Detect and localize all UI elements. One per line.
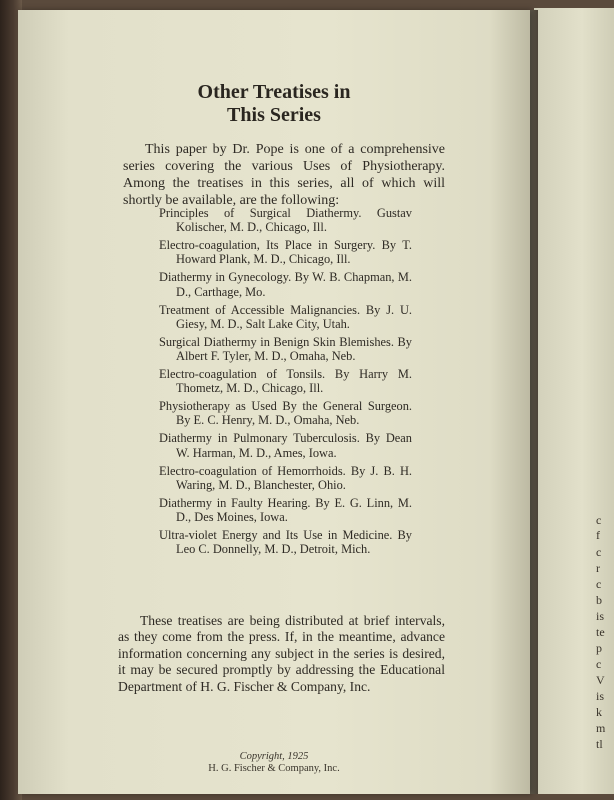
facing-page-letter: r <box>596 561 600 575</box>
facing-page-letter: is <box>596 609 605 623</box>
publisher-line: H. G. Fischer & Company, Inc. <box>208 763 340 774</box>
page-title-line-2: This Series <box>227 104 321 126</box>
page-content <box>18 10 530 794</box>
list-item: Diathermy in Gynecology. By W. B. Chapman, M. D., Carthage, Mo. <box>159 270 412 299</box>
treatise-list <box>159 206 412 560</box>
facing-page-letter: b <box>596 593 602 607</box>
list-item: Principles of Surgical Diathermy. Gustav Kolischer, M. D., Chicago, Ill. <box>159 206 412 235</box>
facing-page-letter: m <box>596 721 606 735</box>
facing-page-letter: is <box>596 689 605 703</box>
facing-page-letter: p <box>596 641 602 655</box>
list-item: Electro-coagulation, Its Place in Surgery. By T. Howard Plank, M. D., Chicago, Ill. <box>159 238 412 267</box>
list-item: Electro-coagulation of Hemorrhoids. By J. B. H. Waring, M. D., Blanchester, Ohio. <box>159 463 412 492</box>
closing-paragraph: These treatises are being distributed at brief intervals, as they come from the press. If, in the meantime, advance information concerning any subject in the series is desired, it may be secured promptly by addressing the Educational Department of H. G. Fischer & Company, Inc. <box>118 612 445 694</box>
list-item: Surgical Diathermy in Benign Skin Blemishes. By Albert F. Tyler, M. D., Omaha, Neb. <box>159 334 412 364</box>
list-item: Physiotherapy as Used By the General Surgeon. By E. C. Henry, M. D., Omaha, Neb. <box>159 399 412 428</box>
facing-page-letter: V <box>596 673 605 687</box>
facing-page-letter: c <box>596 657 602 671</box>
facing-page-letter: c <box>596 545 602 559</box>
facing-page-letter: k <box>596 705 602 719</box>
document-page <box>18 10 530 794</box>
intro-paragraph: This paper by Dr. Pope is one of a comprehensive series covering the various Uses of Physiotherapy. Among the treatises in this series, all of which will shortly be available, are the following: <box>123 142 445 208</box>
copyright-line: Copyright, 1925 <box>239 751 309 762</box>
facing-page-letter: f <box>596 528 600 542</box>
facing-page-letter: te <box>596 625 605 639</box>
facing-page-letter: tl <box>596 737 603 751</box>
facing-page-letter: c <box>596 513 602 527</box>
facing-page-letter: c <box>596 577 602 591</box>
list-item: Diathermy in Faulty Hearing. By E. G. Linn, M. D., Des Moines, Iowa. <box>159 495 412 524</box>
facing-page <box>534 8 614 794</box>
page-title-line-1: Other Treatises in <box>197 81 351 103</box>
list-item: Treatment of Accessible Malignancies. By J. U. Giesy, M. D., Salt Lake City, Utah. <box>159 302 412 331</box>
list-item: Ultra-violet Energy and Its Use in Medicine. By Leo C. Donnelly, M. D., Detroit, Mich. <box>159 527 412 557</box>
list-item: Diathermy in Pulmonary Tuberculosis. By Dean W. Harman, M. D., Ames, Iowa. <box>159 431 412 460</box>
list-item: Electro-coagulation of Tonsils. By Harry M. Thometz, M. D., Chicago, Ill. <box>159 366 412 396</box>
